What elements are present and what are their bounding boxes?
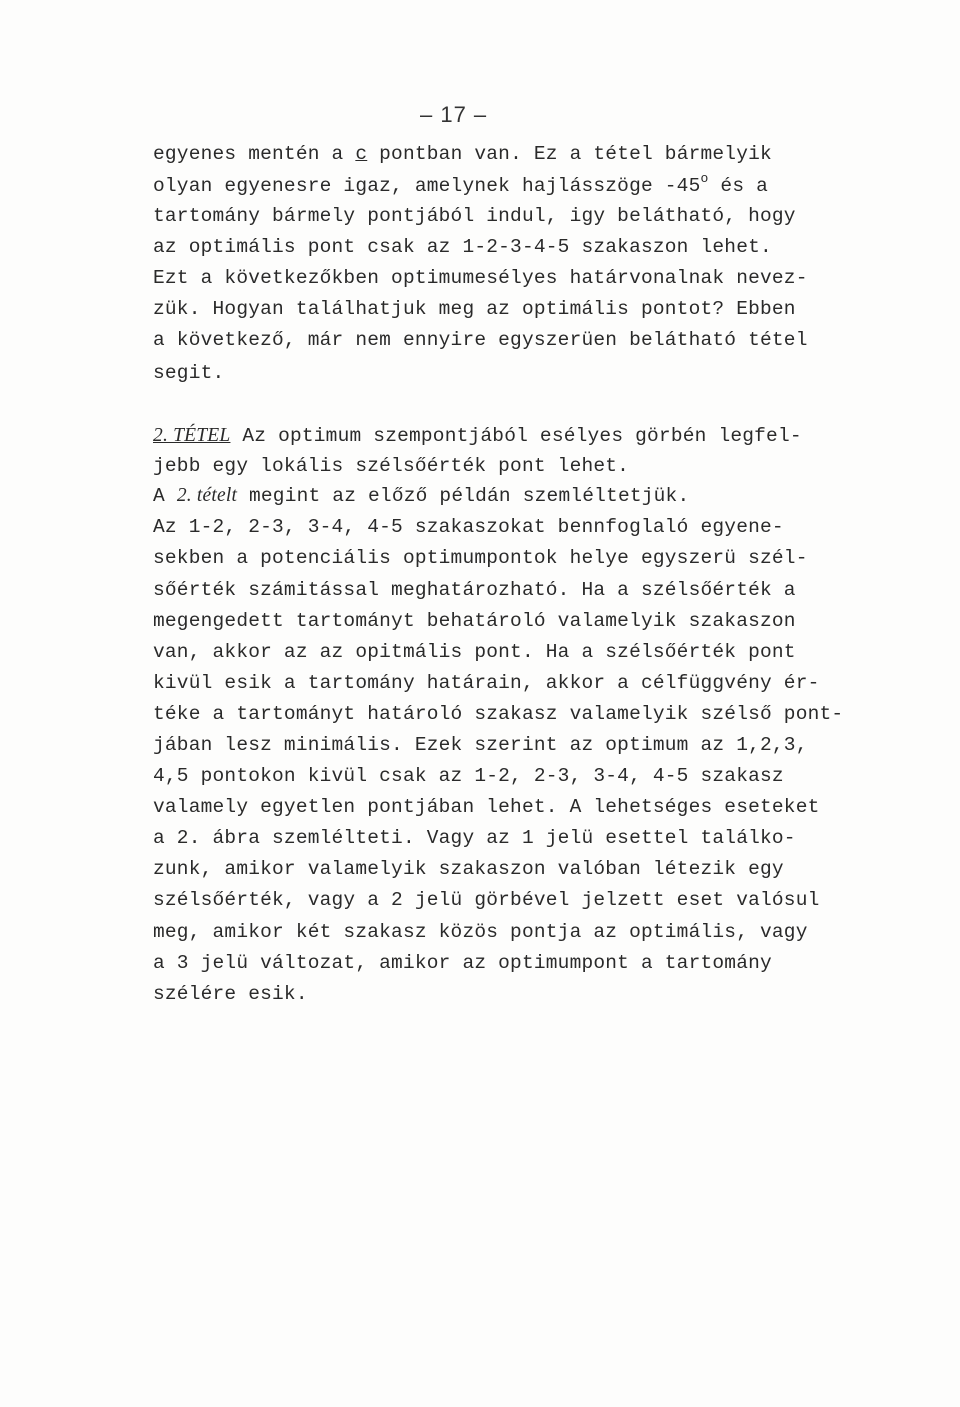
text-line: egyenes mentén a c pontban van. Ez a tétel bármelyik: [153, 143, 772, 165]
text-line: megengedett tartományt behatároló valamelyik szakaszon: [153, 610, 796, 632]
text-line: az optimális pont csak az 1-2-3-4-5 szakaszon lehet.: [153, 236, 772, 258]
theorem-reference: 2. tételt: [176, 485, 238, 506]
text-line: szélsőérték, vagy a 2 jelü görbével jelzett eset valósul: [153, 889, 820, 911]
text-line: szélére esik.: [153, 983, 308, 1005]
theorem-line: 2. TÉTEL Az optimum szempontjából esélyes görbén legfel-: [153, 425, 802, 447]
text-line: téke a tartományt határoló szakasz valamelyik szélső pont-: [153, 703, 844, 725]
text-line: Az 1-2, 2-3, 3-4, 4-5 szakaszokat bennfoglaló egyene-: [153, 516, 784, 538]
text-line: sekben a potenciális optimumpontok helye egyszerü szél-: [153, 547, 808, 569]
text-line: a 3 jelü változat, amikor az optimumpont a tartomány: [153, 952, 772, 974]
text-line: sőérték számitással meghatározható. Ha a szélsőérték a: [153, 579, 796, 601]
theorem-label: 2. TÉTEL: [153, 425, 231, 446]
text-line: meg, amikor két szakasz közös pontja az optimális, vagy: [153, 921, 808, 943]
text-line: a 2. ábra szemlélteti. Vagy az 1 jelü esettel találko-: [153, 827, 796, 849]
point-c-label: c: [355, 143, 368, 165]
text-line: jában lesz minimális. Ezek szerint az optimum az 1,2,3,: [153, 734, 808, 756]
text-line: Ezt a következőkben optimumesélyes határvonalnak nevez-: [153, 267, 808, 289]
text-line: zunk, amikor valamelyik szakaszon valóban létezik egy: [153, 858, 784, 880]
text-line: A 2. tételt megint az előző példán szemléltetjük.: [153, 485, 690, 507]
text-line: tartomány bármely pontjából indul, igy belátható, hogy: [153, 205, 796, 227]
text-line: zük. Hogyan találhatjuk meg az optimális pontot? Ebben: [153, 298, 796, 320]
text-line: a következő, már nem ennyire egyszerüen belátható tétel: [153, 329, 808, 351]
text-line: kivül esik a tartomány határain, akkor a célfüggvény ér-: [153, 672, 820, 694]
page-number: – 17 –: [420, 102, 488, 127]
text-line: van, akkor az az opitmális pont. Ha a szélsőérték pont: [153, 641, 796, 663]
text-line: olyan egyenesre igaz, amelynek hajlásszöge -45$^o$ és a: [153, 171, 769, 197]
text-line: 4,5 pontokon kivül csak az 1-2, 2-3, 3-4, 4-5 szakasz: [153, 765, 784, 787]
degree-superscript: o: [700, 171, 709, 186]
text-line: valamely egyetlen pontjában lehet. A lehetséges eseteket: [153, 796, 820, 818]
text-line: segit.: [153, 362, 225, 384]
text-line: jebb egy lokális szélsőérték pont lehet.: [153, 455, 630, 477]
